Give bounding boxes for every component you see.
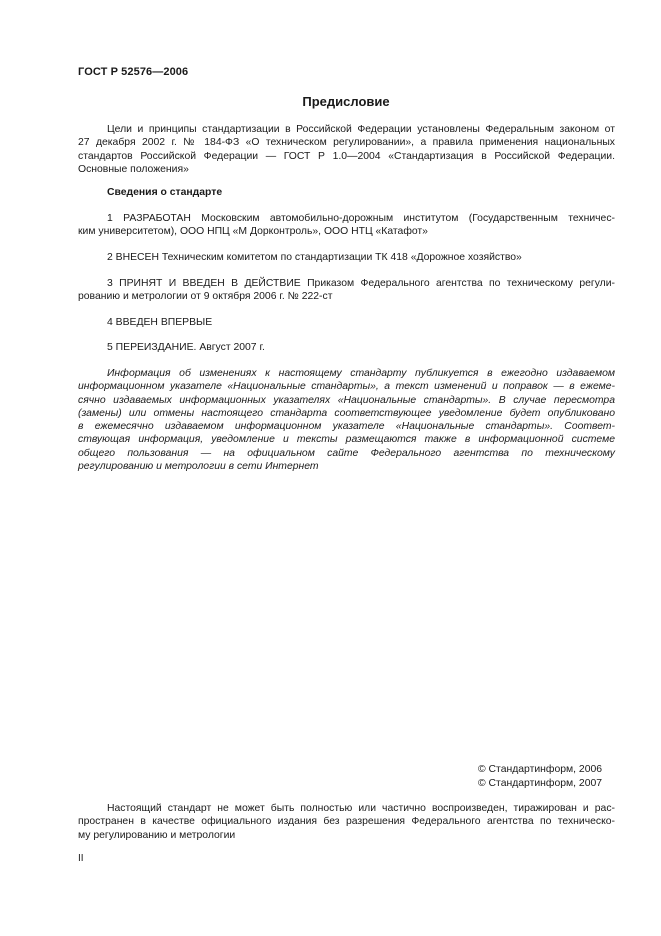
copyright-line: © Стандартинформ, 2006: [478, 764, 603, 775]
item-1-line: 1 РАЗРАБОТАН Московским автомобильно-дорожным институтом (Государственным техничес-: [107, 213, 615, 224]
page-number: II: [78, 853, 84, 864]
notice-line: Информация об изменениях к настоящему стандарту публикуется в ежегодно издаваемом: [107, 368, 615, 379]
notice-line: общего пользования — на официальном сайте Федерального агентства по техническому: [78, 447, 615, 459]
footer-line: пространен в качестве официального издания без разрешения Федерального агентства по техническо-: [78, 816, 615, 828]
page-title: Предисловие: [302, 94, 390, 109]
notice-line: ствующая информация, уведомление и тексты размещаются также в информационной системе: [78, 434, 615, 446]
item-1: [78, 212, 615, 239]
item-3-line: 3 ПРИНЯТ И ВВЕДЕН В ДЕЙСТВИЕ Приказом Федерального агентства по техническому регули-: [107, 278, 615, 289]
copyright-line: © Стандартинформ, 2007: [478, 778, 603, 789]
notice-line: информационном указателе «Национальные стандарты», а текст изменений и поправок — в ежеме-: [78, 381, 615, 393]
item-4: 4 ВВЕДЕН ВПЕРВЫЕ: [107, 317, 213, 328]
section-heading: Сведения о стандарте: [107, 187, 223, 198]
intro-line: Цели и принципы стандартизации в Российской Федерации установлены Федеральным законом от: [107, 124, 615, 135]
notice-line: сячно издаваемых информационных указателях «Национальные стандарты». В случае пересмотра: [78, 394, 615, 406]
notice-line: (замены) или отмены настоящего стандарта соответствующее уведомление будет опубликовано: [78, 407, 615, 419]
footer-line: Настоящий стандарт не может быть полностью или частично воспроизведен, тиражирован и рас-: [107, 803, 615, 814]
intro-paragraph: [78, 123, 615, 176]
item-2: 2 ВНЕСЕН Техническим комитетом по стандартизации ТК 418 «Дорожное хозяйство»: [107, 252, 522, 263]
intro-line: Основные положения»: [78, 163, 189, 175]
item-5: 5 ПЕРЕИЗДАНИЕ. Август 2007 г.: [107, 342, 265, 353]
intro-line: стандартов Российской Федерации — ГОСТ Р 1.0—2004 «Стандартизация в Российской Федерации.: [78, 150, 615, 162]
notice-paragraph: [78, 367, 615, 473]
footer-line: му регулированию и метрологии: [78, 829, 236, 841]
footer-paragraph: [78, 802, 615, 842]
document-header: ГОСТ Р 52576—2006: [78, 66, 189, 78]
notice-line: регулированию и метрологии в сети Интернет: [78, 461, 319, 473]
item-1-line: ким университетом), ООО НПЦ «М Дорконтроль», ООО НТЦ «Катафот»: [78, 226, 428, 238]
item-3: [78, 277, 615, 304]
notice-line: в ежемесячно издаваемом информационном указателе «Национальные стандарты». Соответ-: [78, 421, 615, 433]
item-3-line: рованию и метрологии от 9 октября 2006 г. № 222-ст: [78, 291, 333, 303]
intro-line: 27 декабря 2002 г. № 184-ФЗ «О техническом регулировании», а правила применения национальных: [78, 137, 615, 149]
